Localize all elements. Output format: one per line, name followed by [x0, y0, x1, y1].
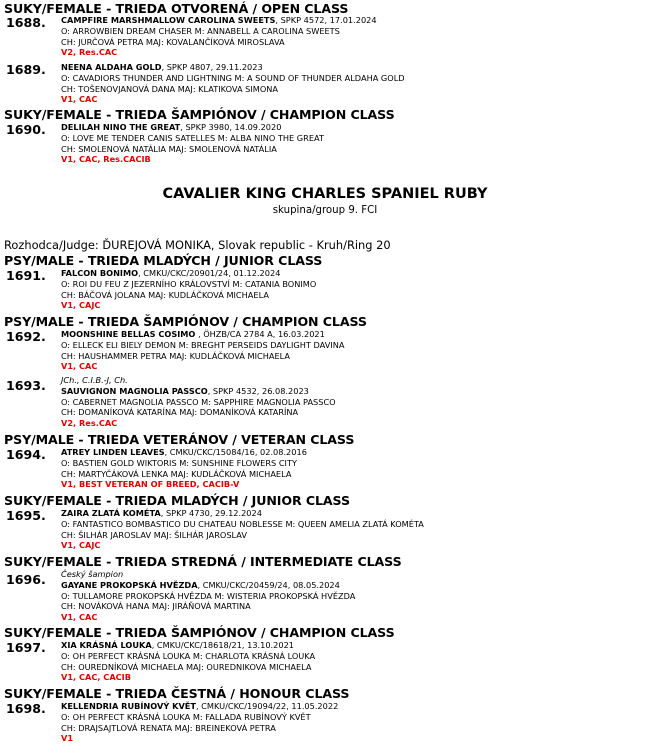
entry-number: 1688.	[6, 15, 46, 30]
registration: , CMKU/CKC/20901/24, 01.12.2024	[138, 268, 281, 278]
dog-name: KELLENDRIA RUBÍNOVÝ KVĚT	[61, 701, 196, 711]
entry-number: 1698.	[6, 701, 46, 716]
entry-number: 1695.	[6, 508, 46, 523]
award: V1, CAC	[61, 94, 98, 105]
class-heading: PSY/MALE - TRIEDA ŠAMPIÓNOV / CHAMPION CLASS	[4, 314, 367, 329]
award: V1, CAJC	[61, 300, 101, 311]
breeder-owner: CH: TOŠENOVJANOVÁ DANA MAJ: KLATIKOVA SIMONA	[61, 83, 279, 94]
breeder-owner: CH: OUREDNÍKOVÁ MICHAELA MAJ: OUREDNIKOVA MICHAELA	[61, 661, 312, 672]
dog-titles: JCh., C.I.B.-J, Ch.	[61, 375, 128, 385]
award: V1, CAJC	[61, 540, 101, 551]
registration: , CMKU/CKC/18618/21, 13.10.2021	[151, 640, 294, 650]
parents: O: OH PERFECT KRÁSNÁ LOUKA M: FALLADA RUBÍNOVÝ KVĚT	[61, 711, 311, 722]
breeder-owner: CH: SMOLENOVÁ NATÁLIA MAJ: SMOLENOVÁ NATÁLIA	[61, 143, 277, 154]
entry-number: 1689.	[6, 62, 46, 77]
dog-name: GAYANE PROKOPSKÁ HVĚZDA	[61, 579, 198, 590]
parents: O: ROI DU FEU Z JEZERNÍHO KRÁLOVSTVÍ M: CATANIA BONIMO	[61, 278, 317, 289]
registration: , SPKP 4807, 29.11.2023	[161, 62, 263, 72]
dog-name: ZAIRA ZLATÁ KOMÉTA	[61, 508, 161, 518]
class-heading: SUKY/FEMALE - TRIEDA MLADÝCH / JUNIOR CLASS	[4, 493, 350, 508]
dog-name: ATREY LINDEN LEAVES	[61, 447, 165, 457]
entry-number: 1690.	[6, 122, 46, 137]
dog-name: NEENA ALDAHA GOLD	[61, 62, 162, 72]
class-heading: SUKY/FEMALE - TRIEDA OTVORENÁ / OPEN CLASS	[4, 1, 349, 16]
registration: , SPKP 3980, 14.09.2020	[180, 122, 282, 132]
breeder-owner: CH: BÁČOVÁ JOLANA MAJ: KUDLÁČKOVÁ MICHAELA	[61, 289, 269, 300]
award: V1, CAC	[61, 361, 98, 372]
class-heading: SUKY/FEMALE - TRIEDA ČESTNÁ / HONOUR CLASS	[4, 686, 350, 701]
award: V2, Res.CAC	[61, 418, 118, 429]
breeder-owner: CH: HAUSHAMMER PETRA MAJ: KUDLÁČKOVÁ MICHAELA	[61, 350, 290, 361]
award: V2, Res.CAC	[61, 47, 118, 58]
award: V1, BEST VETERAN OF BREED, CACIB-V	[61, 479, 240, 490]
registration: , SPKP 4572, 17.01.2024	[275, 15, 377, 25]
parents: O: TULLAMORE PROKOPSKÁ HVĚZDA M: WISTERIA PROKOPSKÁ HVĚZDA	[61, 590, 356, 601]
entry-number: 1694.	[6, 447, 46, 462]
parents: O: ARROWBIEN DREAM CHASER M: ANNABELL A CAROLINA SWEETS	[61, 25, 340, 36]
class-heading: PSY/MALE - TRIEDA VETERÁNOV / VETERAN CLASS	[4, 432, 355, 447]
class-heading: SUKY/FEMALE - TRIEDA ŠAMPIÓNOV / CHAMPION CLASS	[4, 107, 395, 122]
breeder-owner: CH: ŠILHÁR JAROSLAV MAJ: ŠILHÁR JAROSLAV	[61, 529, 247, 540]
registration: , CMKU/CKC/20459/24, 08.05.2024	[197, 579, 340, 590]
dog-titles: Český šampion	[61, 569, 124, 579]
breed-group: skupina/group 9. FCI	[272, 205, 378, 216]
breed-title: CAVALIER KING CHARLES SPANIEL RUBY	[162, 186, 488, 202]
breeder-owner: CH: JURČOVÁ PETRA MAJ: KOVALANČÍKOVÁ MIROSLAVA	[61, 36, 285, 47]
entry-number: 1696.	[6, 572, 46, 587]
award: V1, CAC, Res.CACIB	[61, 154, 151, 165]
breeder-owner: CH: MARTYČÁKOVÁ LENKA MAJ: KUDLÁČKOVÁ MICHAELA	[61, 468, 292, 479]
parents: O: OH PERFECT KRÁSNÁ LOUKA M: CHARLOTA KRÁSNÁ LOUKA	[61, 650, 316, 661]
dog-name: FALCON BONIMO	[61, 268, 139, 278]
dog-name: MOONSHINE BELLAS COSIMO	[61, 329, 196, 339]
parents: O: CABERNET MAGNOLIA PASSCO M: SAPPHIRE MAGNOLIA PASSCO	[61, 396, 336, 407]
entry-number: 1691.	[6, 268, 46, 283]
registration: , CMKU/CKC/19094/22, 11.05.2022	[195, 701, 339, 711]
breeder-owner: CH: DRAJSAJTLOVÁ RENATA MAJ: BREINEKOVÁ PETRA	[61, 722, 276, 733]
entry-number: 1692.	[6, 329, 46, 344]
breeder-owner: CH: NOVÁKOVÁ HANA MAJ: JIRÁŇOVÁ MARTINA	[61, 601, 251, 612]
parents: O: BASTIEN GOLD WIKTORIS M: SUNSHINE FLOWERS CITY	[61, 457, 297, 468]
registration: , SPKP 4730, 29.12.2024	[160, 508, 262, 518]
dog-name: DELILAH NINO THE GREAT	[61, 122, 181, 132]
class-heading: PSY/MALE - TRIEDA MLADÝCH / JUNIOR CLASS	[4, 253, 323, 268]
class-heading: SUKY/FEMALE - TRIEDA STREDNÁ / INTERMEDIATE CLASS	[4, 554, 402, 569]
registration: , ÖHZB/CA 2784 A, 16.03.2021	[195, 329, 325, 339]
dog-name: CAMPFIRE MARSHMALLOW CAROLINA SWEETS	[61, 15, 276, 25]
class-heading: SUKY/FEMALE - TRIEDA ŠAMPIÓNOV / CHAMPION CLASS	[4, 625, 395, 640]
breeder-owner: CH: DOMANÍKOVÁ KATARÍNA MAJ: DOMANÍKOVÁ KATARÍNA	[61, 407, 299, 418]
parents: O: FANTASTICO BOMBASTICO DU CHATEAU NOBLESSE M: QUEEN AMELIA ZLATÁ KOMÉTA	[61, 518, 424, 529]
entry-number: 1693.	[6, 378, 46, 393]
award: V1	[61, 733, 74, 744]
dog-name: XIA KRÁSNÁ LOUKA	[61, 640, 152, 650]
registration: , SPKP 4532, 26.08.2023	[207, 385, 309, 396]
parents: O: ELLECK ELI BIELY DEMON M: BREGHT PERSEIDS DAYLIGHT DAVINA	[61, 339, 345, 350]
registration: , CMKU/CKC/15084/16, 02.08.2016	[164, 447, 307, 457]
judge-line: Rozhodca/Judge: ĎUREJOVÁ MONIKA, Slovak republic - Kruh/Ring 20	[4, 238, 391, 252]
award: V1, CAC	[61, 612, 98, 623]
entry-number: 1697.	[6, 640, 46, 655]
dog-name: SAUVIGNON MAGNOLIA PASSCO	[61, 385, 208, 396]
parents: O: LOVE ME TENDER CANIS SATELLES M: ALBA NINO THE GREAT	[61, 132, 324, 143]
parents: O: CAVADIORS THUNDER AND LIGHTNING M: A SOUND OF THUNDER ALDAHA GOLD	[61, 72, 405, 83]
award: V1, CAC, CACIB	[61, 672, 131, 683]
